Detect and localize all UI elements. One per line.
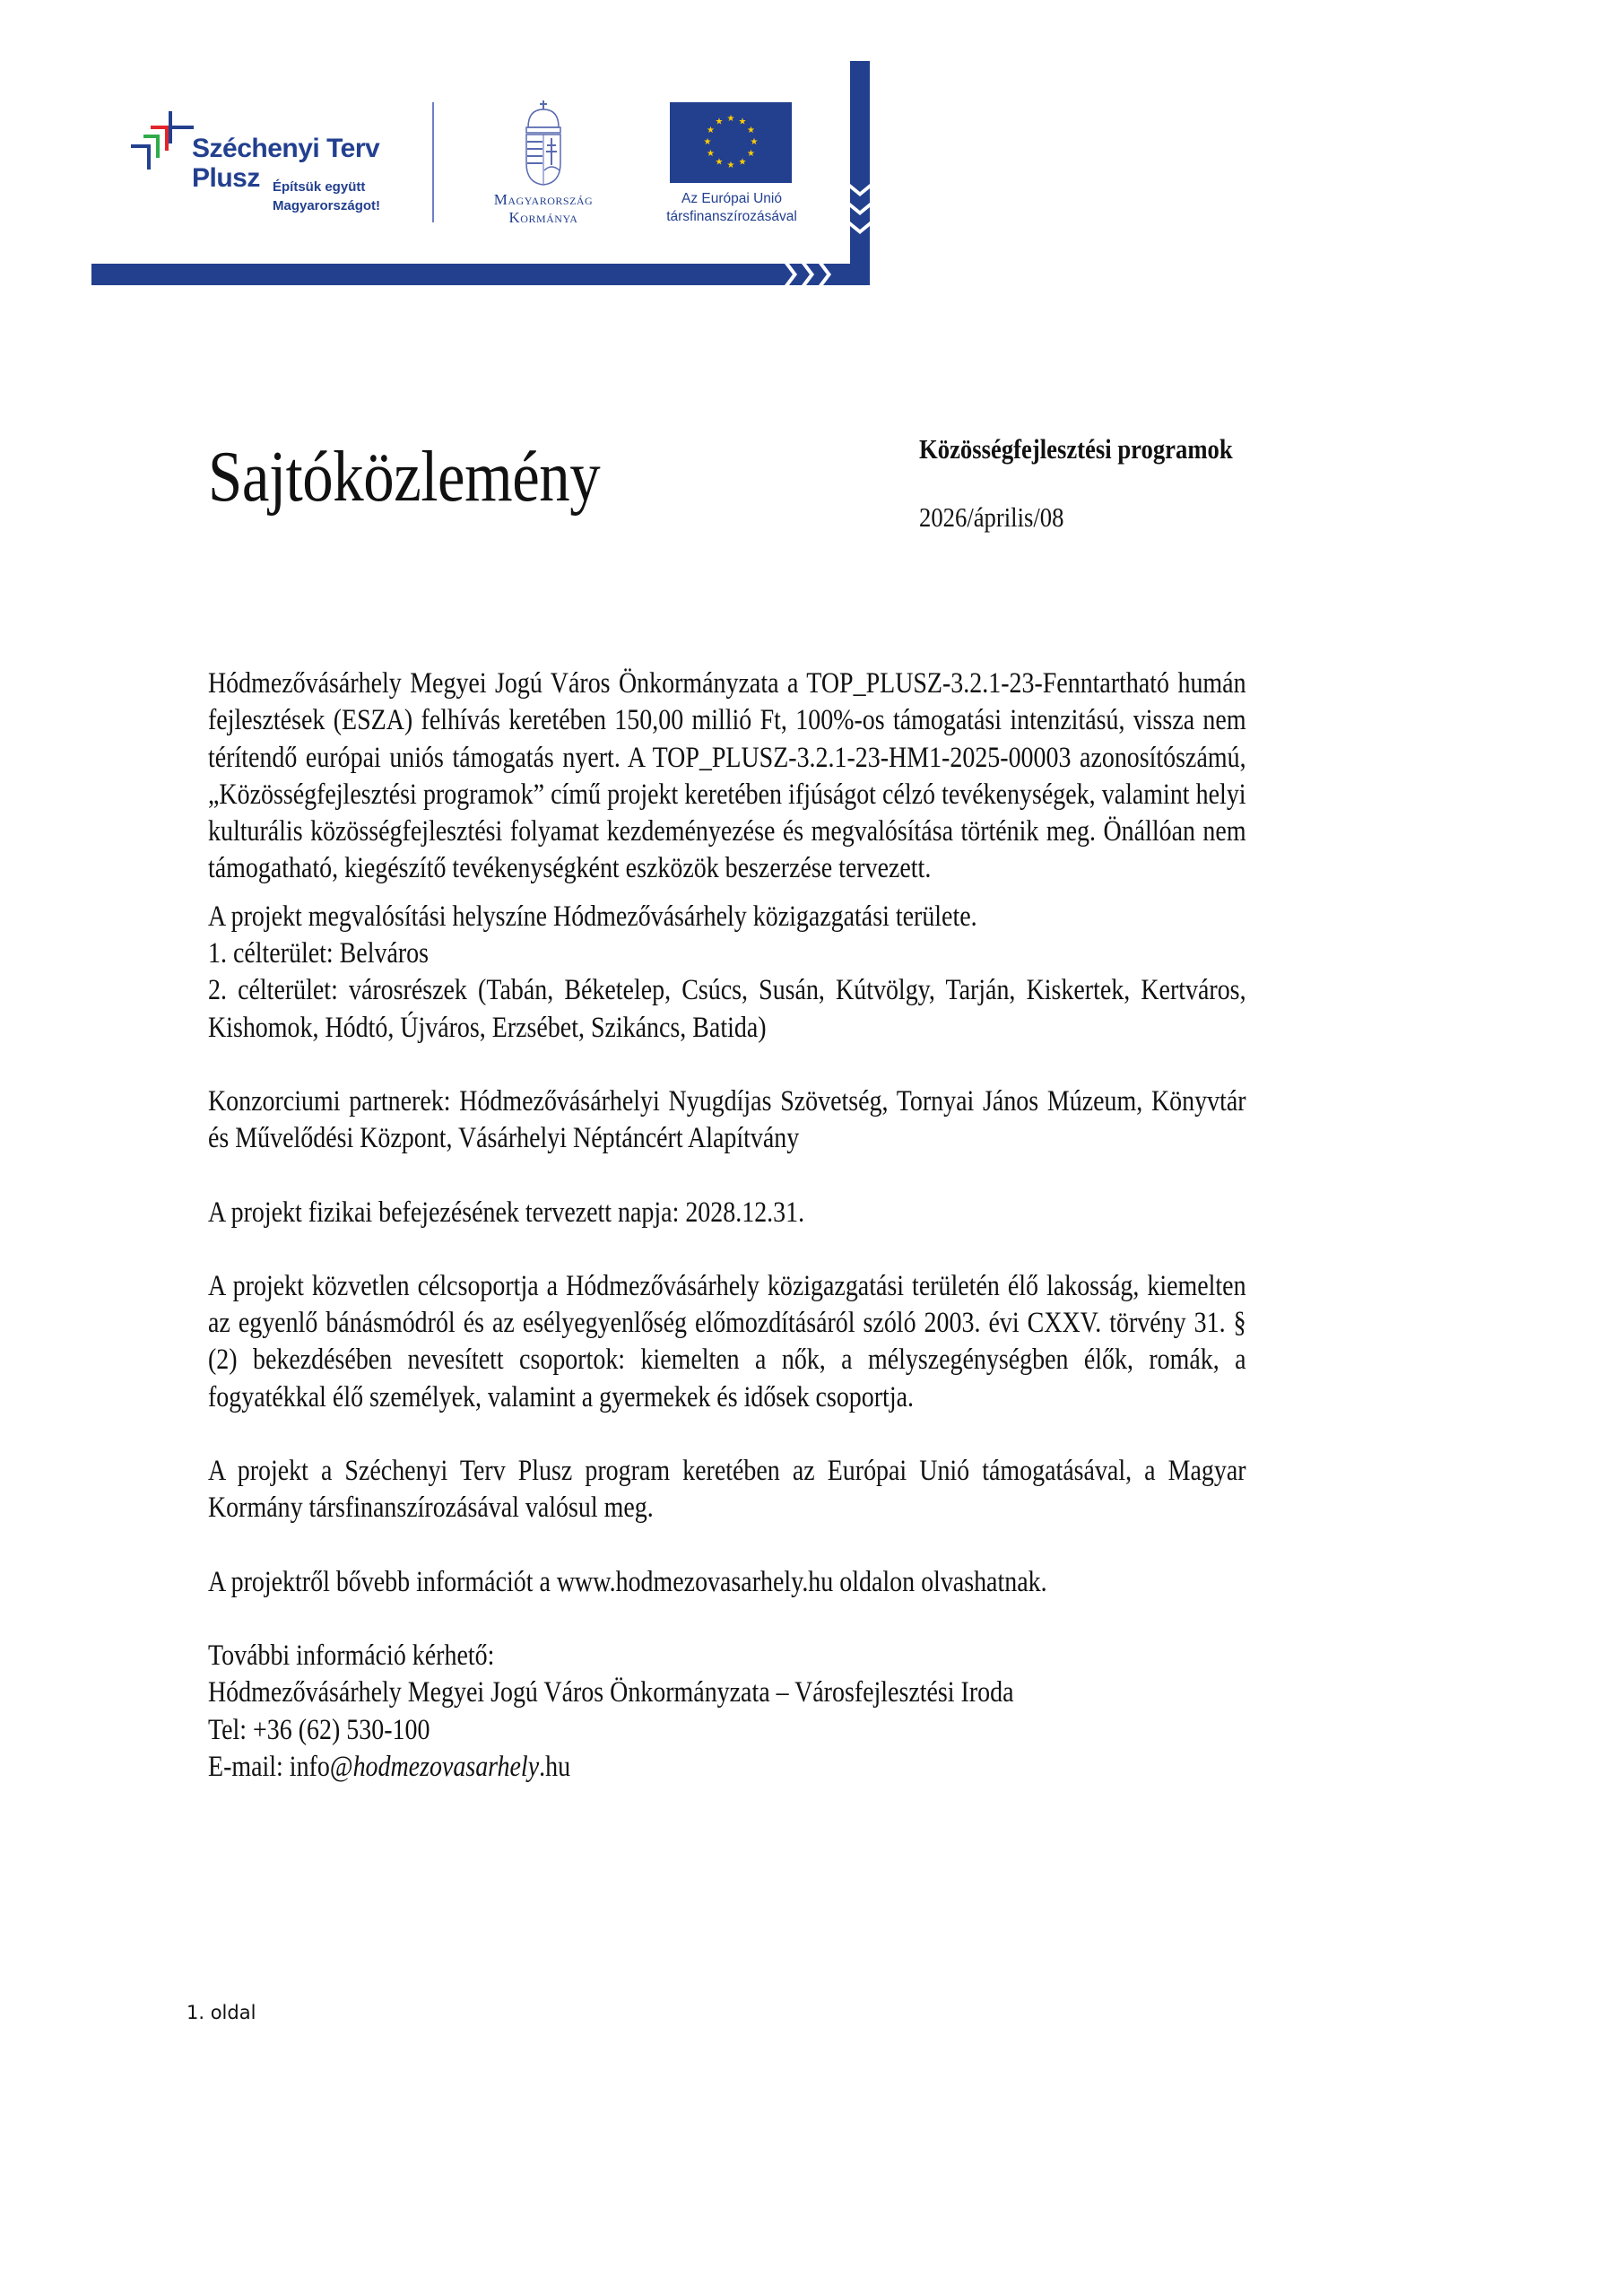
page-title: Sajtóközlemény	[208, 438, 601, 517]
svg-text:★: ★	[707, 149, 715, 159]
svg-text:★: ★	[747, 126, 755, 135]
eu-line-1: Az Európai Unió	[681, 191, 782, 206]
svg-text:★: ★	[715, 117, 724, 127]
svg-text:★: ★	[738, 117, 747, 127]
szechenyi-cross-icon	[131, 111, 194, 174]
location-section	[208, 899, 1246, 1047]
svg-text:★: ★	[750, 137, 759, 147]
header-banner	[0, 0, 897, 296]
svg-text:★: ★	[715, 157, 724, 168]
contact-section	[208, 1638, 1246, 1786]
hungarian-coat-of-arms-icon	[523, 100, 564, 187]
logo-separator	[432, 102, 434, 222]
government-line-1: Magyarország	[493, 191, 594, 208]
funding-paragraph: A projekt a Széchenyi Terv Plusz program keretében az Európai Unió támogatásával, a Magyar Kormány társfinanszírozásával valósul meg.	[208, 1455, 1246, 1525]
szechenyi-title: Széchenyi Terv	[192, 134, 380, 163]
target-area-2: 2. célterület: városrészek (Tabán, Béketelep, Csúcs, Susán, Kútvölgy, Tarján, Kiskertek, Kertváros, Kishomok, Hódtó, Újváros, Erzsébet, Szikáncs, Batida)	[208, 974, 1246, 1044]
banner-horizontal-bar	[91, 264, 870, 285]
chevron-right-icon	[785, 264, 797, 285]
contact-phone: Tel: +36 (62) 530-100	[208, 1713, 430, 1746]
contact-heading: További információ kérhető:	[208, 1639, 495, 1672]
release-date: 2026/április/08	[919, 501, 1064, 533]
planned-end-date: A projekt fizikai befejezésének tervezett napja: 2028.12.31.	[208, 1196, 805, 1229]
intro-paragraph: Hódmezővásárhely Megyei Jogú Város Önkormányzata a TOP_PLUSZ-3.2.1-23-Fenntartható humán fejlesztések (ESZA) felhívás keretében 150,00 millió Ft, 100%-os támogatási intenzitású, vissza nem térítendő európai uniós támogatás nyert. A TOP_PLUSZ-3.2.1-23-HM1-2025-00003 azonosítószámú, „Közösségfejlesztési programok” című projekt keretében ifjúságot célzó tevékenységek, valamint helyi kulturális közösségfejlesztési folyamat kezdeményezése és megvalósítása történik meg. Önállóan nem támogatható, kiegészítő tevékenységként eszközök beszerzése tervezett.	[208, 667, 1246, 885]
chevron-right-icon	[819, 264, 831, 285]
contact-office: Hódmezővásárhely Megyei Jogú Város Önkormányzata – Városfejlesztési Iroda	[208, 1676, 1014, 1709]
email-prefix: E-mail: info@	[208, 1750, 353, 1783]
page-number: 1. oldal	[187, 2002, 256, 2023]
svg-text:★: ★	[726, 161, 735, 170]
eu-line-2: társfinanszírozásával	[666, 209, 797, 224]
svg-text:★: ★	[726, 114, 735, 124]
email-suffix: .hu	[539, 1750, 571, 1783]
target-group-paragraph: A projekt közvetlen célcsoportja a Hódmezővásárhely közigazgatási területén élő lakosság, kiemelten az egyenlő bánásmódról és az esélyegyenlőség előmozdításáról szóló 2003. évi CXXV. törvény 31. § (2) bekezdésében nevesített csoportok: kiemelten a nők, a mélyszegénységben élők, romák, a fogyatékkal élő személyek, valamint a gyermekek és idősek csoportja.	[208, 1269, 1246, 1413]
location-line: A projekt megvalósítási helyszíne Hódmezővásárhely közigazgatási területe.	[208, 900, 977, 933]
slogan-line-2: Magyarországot!	[273, 198, 381, 213]
chevron-down-icon	[850, 203, 870, 215]
banner-vertical-bar	[850, 61, 870, 285]
government-label	[468, 191, 619, 227]
government-line-2: Kormánya	[508, 209, 578, 226]
szechenyi-slogan	[273, 178, 380, 215]
eu-stars-icon	[670, 102, 792, 183]
svg-text:★: ★	[747, 149, 755, 159]
chevron-down-icon	[850, 222, 870, 234]
eu-label	[637, 190, 827, 226]
contact-email	[208, 1749, 1246, 1786]
email-domain: hodmezovasarhely	[352, 1750, 540, 1783]
consortium-partners: Konzorciumi partnerek: Hódmezővásárhelyi Nyugdíjas Szövetség, Tornyai János Múzeum, Könyvtár és Művelődési Központ, Vásárhelyi Néptáncért Alapítvány	[208, 1084, 1246, 1155]
svg-text:★: ★	[707, 126, 715, 135]
press-release-body	[208, 665, 1246, 1786]
chevron-down-icon	[850, 184, 870, 196]
program-name: Közösségfejlesztési programok	[919, 433, 1233, 465]
svg-text:★: ★	[703, 137, 712, 147]
eu-flag-icon	[670, 102, 792, 183]
target-area-1: 1. célterület: Belváros	[208, 937, 430, 970]
szechenyi-plusz: Plusz	[192, 163, 260, 193]
svg-text:★: ★	[738, 157, 747, 168]
more-info-paragraph: A projektről bővebb információt a www.hodmezovasarhely.hu oldalon olvashatnak.	[208, 1565, 1047, 1598]
slogan-line-1: Építsük együtt	[273, 179, 366, 195]
chevron-right-icon	[802, 264, 814, 285]
